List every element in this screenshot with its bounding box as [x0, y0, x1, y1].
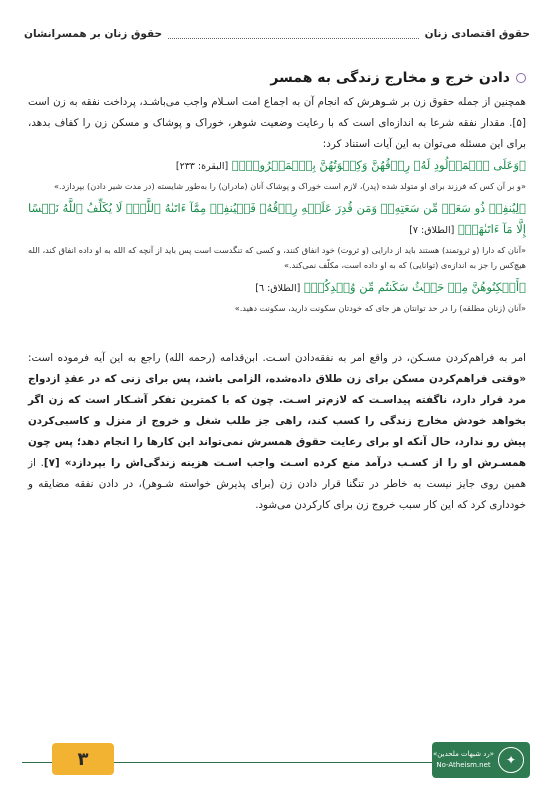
brand-line-2: No-Atheism.net — [436, 761, 491, 769]
verse-2 — [28, 198, 526, 241]
running-header — [24, 24, 530, 44]
verse-3 — [28, 277, 526, 299]
verse-1-text: ﴿وَعَلَى ٱلۡمَوۡلُودِ لَهُۥ رِزۡقُهُنَّ وَكِسۡوَتُهُنَّ بِٱلۡمَعۡرُوفِۚ﴾ — [231, 158, 526, 172]
page-number-badge — [52, 743, 114, 775]
intro-line-2: نفقه به زن است [۵]. مقدار نفقه شرعا به اندازه‌ای است که با رعایت وضعیت شوهر، خوراک و پوشاک و — [28, 96, 526, 129]
brand-line-1: «رد شبهات ملحدین» — [433, 750, 494, 758]
brand-text — [433, 749, 494, 771]
intro-line-1: همچنین از جمله حقوق زن بر شـوهرش که انجام آن به اجماع امت اسـلام واجب می‌باشـد، پرداخت — [103, 96, 526, 108]
spacer — [28, 320, 526, 348]
header-left-title: حقوق زنان بر همسرانشان — [24, 28, 163, 40]
circle-bullet-icon — [516, 73, 526, 83]
brand-logo-box — [432, 742, 530, 778]
page-body — [28, 70, 526, 516]
page-number: ۳ — [77, 748, 89, 770]
section-title — [28, 70, 526, 86]
verse-3-text: ﴿أَسۡكِنُوهُنَّ مِنۡ حَيۡثُ سَكَنتُم مِّن وُجۡدِكُمۡ﴾ — [304, 280, 526, 294]
intro-paragraph — [28, 92, 526, 155]
closing-part-2: . از همین روی جایز نیست به خاطر در تنگنا قرار دادن زن (برای پذیرش خواسته شـوهر)، در دادن نفقه مضایقه و خودداری کرد که این کار سبب خروج زن برای کارکردن می‌شود. — [28, 457, 526, 511]
brand-emblem-icon: ✦ — [498, 747, 524, 773]
closing-quote: «وقتی فراهم‌کردن مسکن برای زن طلاق داده‌شده، الزامی باشد، پس برای زنی که در عقدِ ازدواج مرد قرار دارد، ناگفته پیداسـت که لازم‌تر اسـت. چون که با کمترین تفکر آشـکار است که زن اگر بخواهد خودش مخارج زندگی را کسب کند، راهی جز طلب شغل و خروج از منزل و کاسبی‌کردن پیش رو ندارد، حال آنکه او برای رعایت حقوق همسرش نمی‌تواند این کارها را انجام دهد؛ پس چون همسـرش او را از کسـب درآمد منع کرده اسـت واجب اسـت هزینه زندگی‌اش را بپردازد» [۷] — [28, 373, 526, 469]
verse-2-translation: «آنان که دارا (و ثروتمند) هستند باید از دارایی (و ثروت) خود انفاق کنند، و کسی که تنگدست است پس باید از آنچه که الله به او داده انفاق کند، الله هیچ‌کس را جز به اندازه‌ی (توانایی) که به او داده است، مکلّف نمی‌کند.» — [28, 245, 526, 270]
closing-paragraph — [28, 348, 526, 516]
intro-line-3: مسکن زن را کفاف بدهد، برای این مسئله می‌توان به این آیات استناد کرد: — [28, 117, 526, 150]
header-dots — [168, 30, 419, 39]
closing-part-1: امر به فراهم‌کردن مسـکن، در واقع امر به نفقه‌دادن اسـت. ابن‌قدامه (رحمه الله) راجع به این آیه فرموده است: — [28, 352, 526, 364]
verse-1 — [28, 155, 526, 177]
header-right-title: حقوق اقتصادی زنان — [424, 28, 530, 40]
verse-1-translation: «و بر آن کس که فرزند برای او متولد شده (پدر)، لازم است خوراک و پوشاک آنان (مادران) را به‌طور شایسته (در مدت شیر دادن) بپردازد.» — [54, 181, 526, 191]
verse-3-translation: «آنان (زنان مطلقه) را در حد توانتان هر جای که خودتان سکونت دارید، سکونت دهید.» — [234, 303, 526, 313]
verse-1-ref: [البقرة: ٢٣٣] — [175, 161, 229, 172]
verse-2-ref: [الطلاق: ٧] — [409, 225, 455, 236]
section-title-text: دادن خرج و مخارج زندگی به همسر — [270, 70, 510, 86]
verse-3-ref: [الطلاق: ٦] — [255, 283, 301, 294]
verse-2-text: ﴿لِيُنفِقۡ ذُو سَعَةٖ مِّن سَعَتِهِۦۖ وَمَن قُدِرَ عَلَيۡهِ رِزۡقُهُۥ فَلۡيُنفِقۡ مِمَّآ ءَاتَىٰهُ ٱللَّهُۚ لَا يُكَلِّفُ ٱللَّهُ نَفۡسًا إِلَّا مَآ ءَاتَىٰهَاۚ﴾ — [28, 201, 526, 236]
